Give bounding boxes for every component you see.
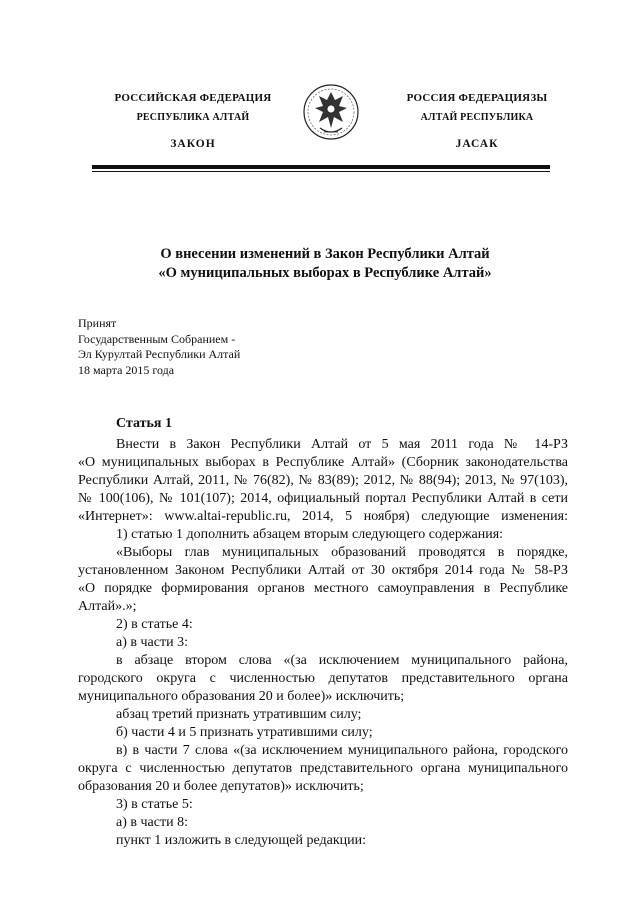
header-left-country: РОССИЙСКАЯ ФЕДЕРАЦИЯ	[114, 92, 272, 104]
article-line: 2) в статье 4:	[116, 617, 193, 632]
article-line: округа с численностью депутатов представительного органа муниципального	[78, 761, 568, 776]
article-line: «О муниципальных выборах в Республике Алтай» (Сборник законодательства	[78, 455, 568, 470]
header-right-country: РОССИЯ ФЕДЕРАЦИЯЗЫ	[406, 92, 548, 104]
article-line: Алтай».»;	[78, 599, 137, 614]
header-left-republic: РЕСПУБЛИКА АЛТАЙ	[136, 112, 250, 123]
article-line: муниципального образования 20 и более)» исключить;	[78, 689, 405, 704]
article-line: пункт 1 изложить в следующей редакции:	[116, 833, 366, 848]
header-divider-thin	[92, 171, 550, 172]
article-line: установленном Законом Республики Алтай от 30 октября 2014 года № 58-РЗ	[78, 563, 568, 578]
article-line: «О порядке формирования органов местного самоуправления в Республике	[78, 581, 568, 596]
article-line: городского округа с численностью депутатов представительного органа	[78, 671, 568, 686]
adoption-body-name: Эл Курултай Республики Алтай	[78, 347, 241, 361]
article-heading: Статья 1	[116, 416, 172, 431]
article-line: б) части 4 и 5 признать утратившими силу;	[116, 725, 373, 740]
adoption-info	[78, 316, 240, 378]
law-title-line-1: О внесении изменений в Закон Республики Алтай	[160, 246, 490, 262]
article-line: «Выборы глав муниципальных образований проводятся в порядке,	[116, 545, 568, 560]
header-left-doc-type: ЗАКОН	[170, 138, 216, 150]
article-line: абзац третий признать утратившим силу;	[116, 707, 362, 722]
article-line: а) в части 8:	[116, 815, 188, 830]
article-line: «Интернет»: www.altai-republic.ru, 2014, 5 ноября) следующие изменения:	[78, 509, 568, 524]
article-line: в) в части 7 слова «(за исключением муниципального района, городского	[116, 743, 568, 758]
header-right-republic: АЛТАЙ РЕСПУБЛИКА	[420, 112, 534, 123]
law-title-line-2: «О муниципальных выборах в Республике Алтай»	[158, 265, 492, 281]
article-line: Внести в Закон Республики Алтай от 5 мая 2011 года № 14-РЗ	[116, 437, 568, 452]
adoption-body: Государственным Собранием -	[78, 331, 236, 346]
article-line: Республики Алтай, 2011, № 76(82), № 83(89); 2012, № 88(94); 2013, № 97(103),	[78, 473, 568, 488]
adoption-date: 18 марта 2015 года	[78, 362, 175, 377]
header-right-doc-type: JАСАК	[455, 138, 499, 150]
article-line: образования 20 и более депутатов)» исключить;	[78, 779, 364, 794]
altai-republic-emblem-icon	[302, 82, 360, 144]
article-line: в абзаце втором слова «(за исключением муниципального района,	[116, 653, 568, 668]
article-line: 1) статью 1 дополнить абзацем вторым следующего содержания:	[116, 527, 504, 542]
adoption-label: Принят	[78, 316, 117, 330]
article-line: № 100(106), № 101(107); 2014, официальный портал Республики Алтай в сети	[78, 491, 568, 506]
header-divider-thick	[92, 165, 550, 169]
article-line: 3) в статье 5:	[116, 797, 193, 812]
article-line: а) в части 3:	[116, 635, 188, 650]
